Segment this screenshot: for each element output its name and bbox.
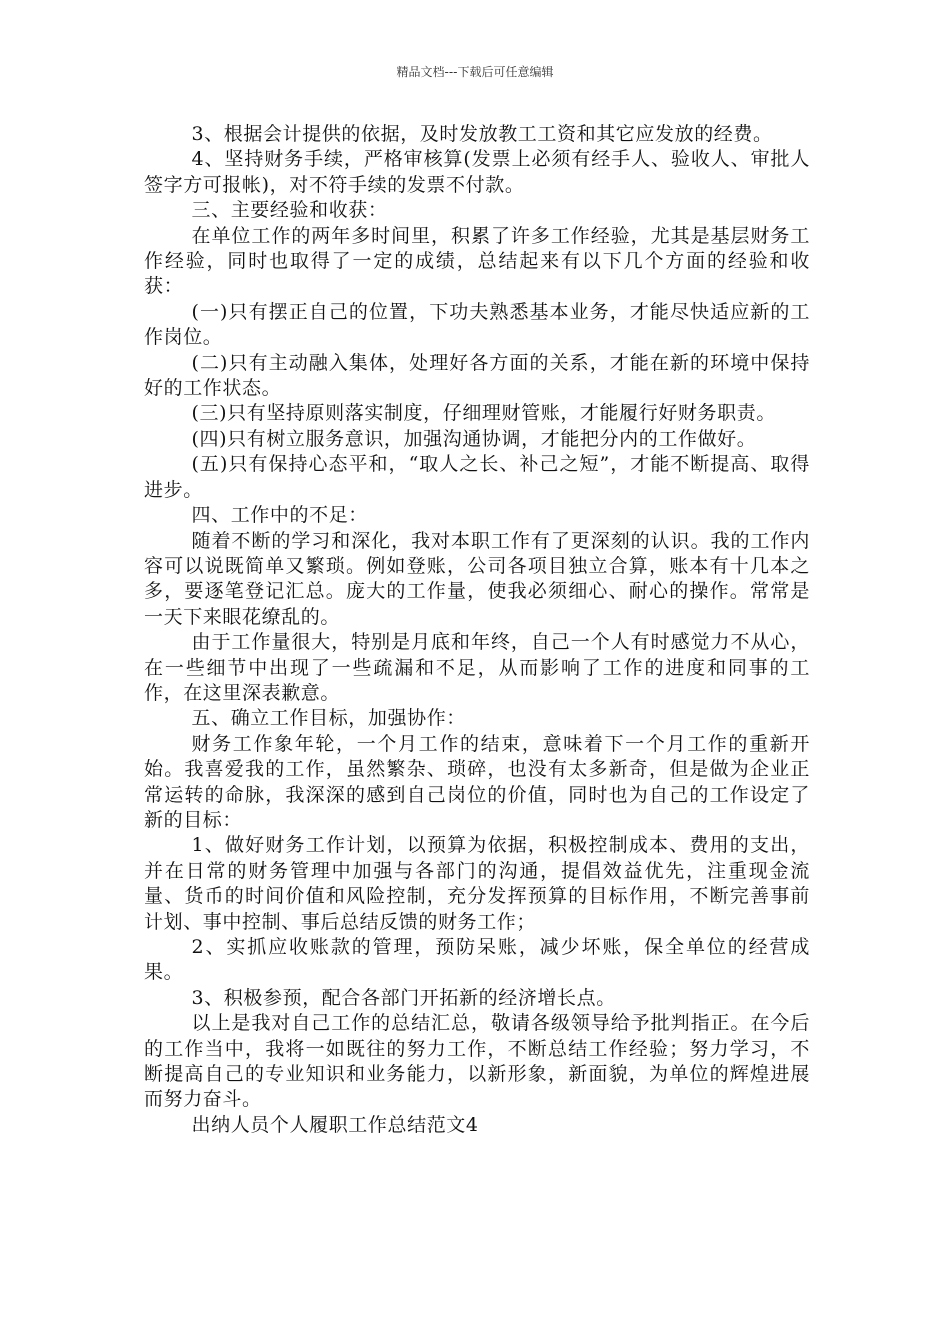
paragraph: 以上是我对自己工作的总结汇总，敬请各级领导给予批判指正。在今后的工作当中，我将一如既往的努力工作，不断总结工作经验；努力学习，不断提高自己的专业知识和业务能力，以新形象，新面貌，为单位的辉煌进展而努力奋斗。: [144, 1012, 810, 1111]
paragraph: (二)只有主动融入集体，处理好各方面的关系，才能在新的环境中保持好的工作状态。: [144, 351, 810, 400]
section-heading: 四、工作中的不足：: [191, 504, 368, 527]
page-header: 精品文档---下载后可任意编辑: [396, 65, 554, 79]
paragraph: 1、做好财务工作计划，以预算为依据，积极控制成本、费用的支出，并在日常的财务管理中加强与各部门的沟通，提倡效益优先，注重现金流量、货币的时间价值和风险控制，充分发挥预算的目标作用，不断完善事前计划、事中控制、事后总结反馈的财务工作；: [144, 834, 810, 933]
paragraph: 在单位工作的两年多时间里，积累了许多工作经验，尤其是基层财务工作经验，同时也取得了一定的成绩，总结起来有以下几个方面的经验和收获：: [144, 224, 810, 298]
paragraph: (四)只有树立服务意识，加强沟通协调，才能把分内的工作做好。: [191, 427, 757, 450]
paragraph: 2、实抓应收账款的管理，预防呆账，减少坏账，保全单位的经营成果。: [144, 936, 810, 984]
document-title: 出纳人员个人履职工作总结范文4: [191, 1113, 479, 1136]
paragraph: 财务工作象年轮，一个月工作的结束，意味着下一个月工作的重新开始。我喜爱我的工作，虽然繁杂、琐碎，也没有太多新奇，但是做为企业正常运转的命脉，我深深的感到自己岗位的价值，同时也为自己的工作设定了新的目标：: [144, 732, 810, 831]
paragraph: (一)只有摆正自己的位置，下功夫熟悉基本业务，才能尽快适应新的工作岗位。: [144, 300, 810, 349]
paragraph: 3、积极参预，配合各部门开拓新的经济增长点。: [191, 986, 616, 1009]
section-heading: 五、确立工作目标，加强协作：: [191, 707, 466, 730]
paragraph: (五)只有保持心态平和，“取人之长、补己之短”，才能不断提高、取得进步。: [144, 453, 810, 501]
paragraph: (三)只有坚持原则落实制度，仔细理财管账，才能履行好财务职责。: [191, 402, 776, 425]
document-body: [144, 122, 810, 1138]
paragraph: 3、根据会计提供的依据，及时发放教工工资和其它应发放的经费。: [191, 123, 773, 145]
paragraph: 随着不断的学习和深化，我对本职工作有了更深刻的认识。我的工作内容可以说既简单又繁琐。例如登账，公司各项目独立合算，账本有十几本之多，要逐笔登记汇总。庞大的工作量，使我必须细心、耐心的操作。常常是一天下来眼花缭乱的。: [144, 529, 810, 628]
paragraph: 由于工作量很大，特别是月底和年终，自己一个人有时感觉力不从心，在一些细节中出现了一些疏漏和不足，从而影响了工作的进度和同事的工作，在这里深表歉意。: [144, 631, 810, 704]
paragraph: 4、坚持财务手续，严格审核算(发票上必须有经手人、验收人、审批人签字方可报帐)，对不符手续的发票不付款。: [144, 148, 810, 196]
section-heading: 三、主要经验和收获：: [191, 199, 388, 222]
